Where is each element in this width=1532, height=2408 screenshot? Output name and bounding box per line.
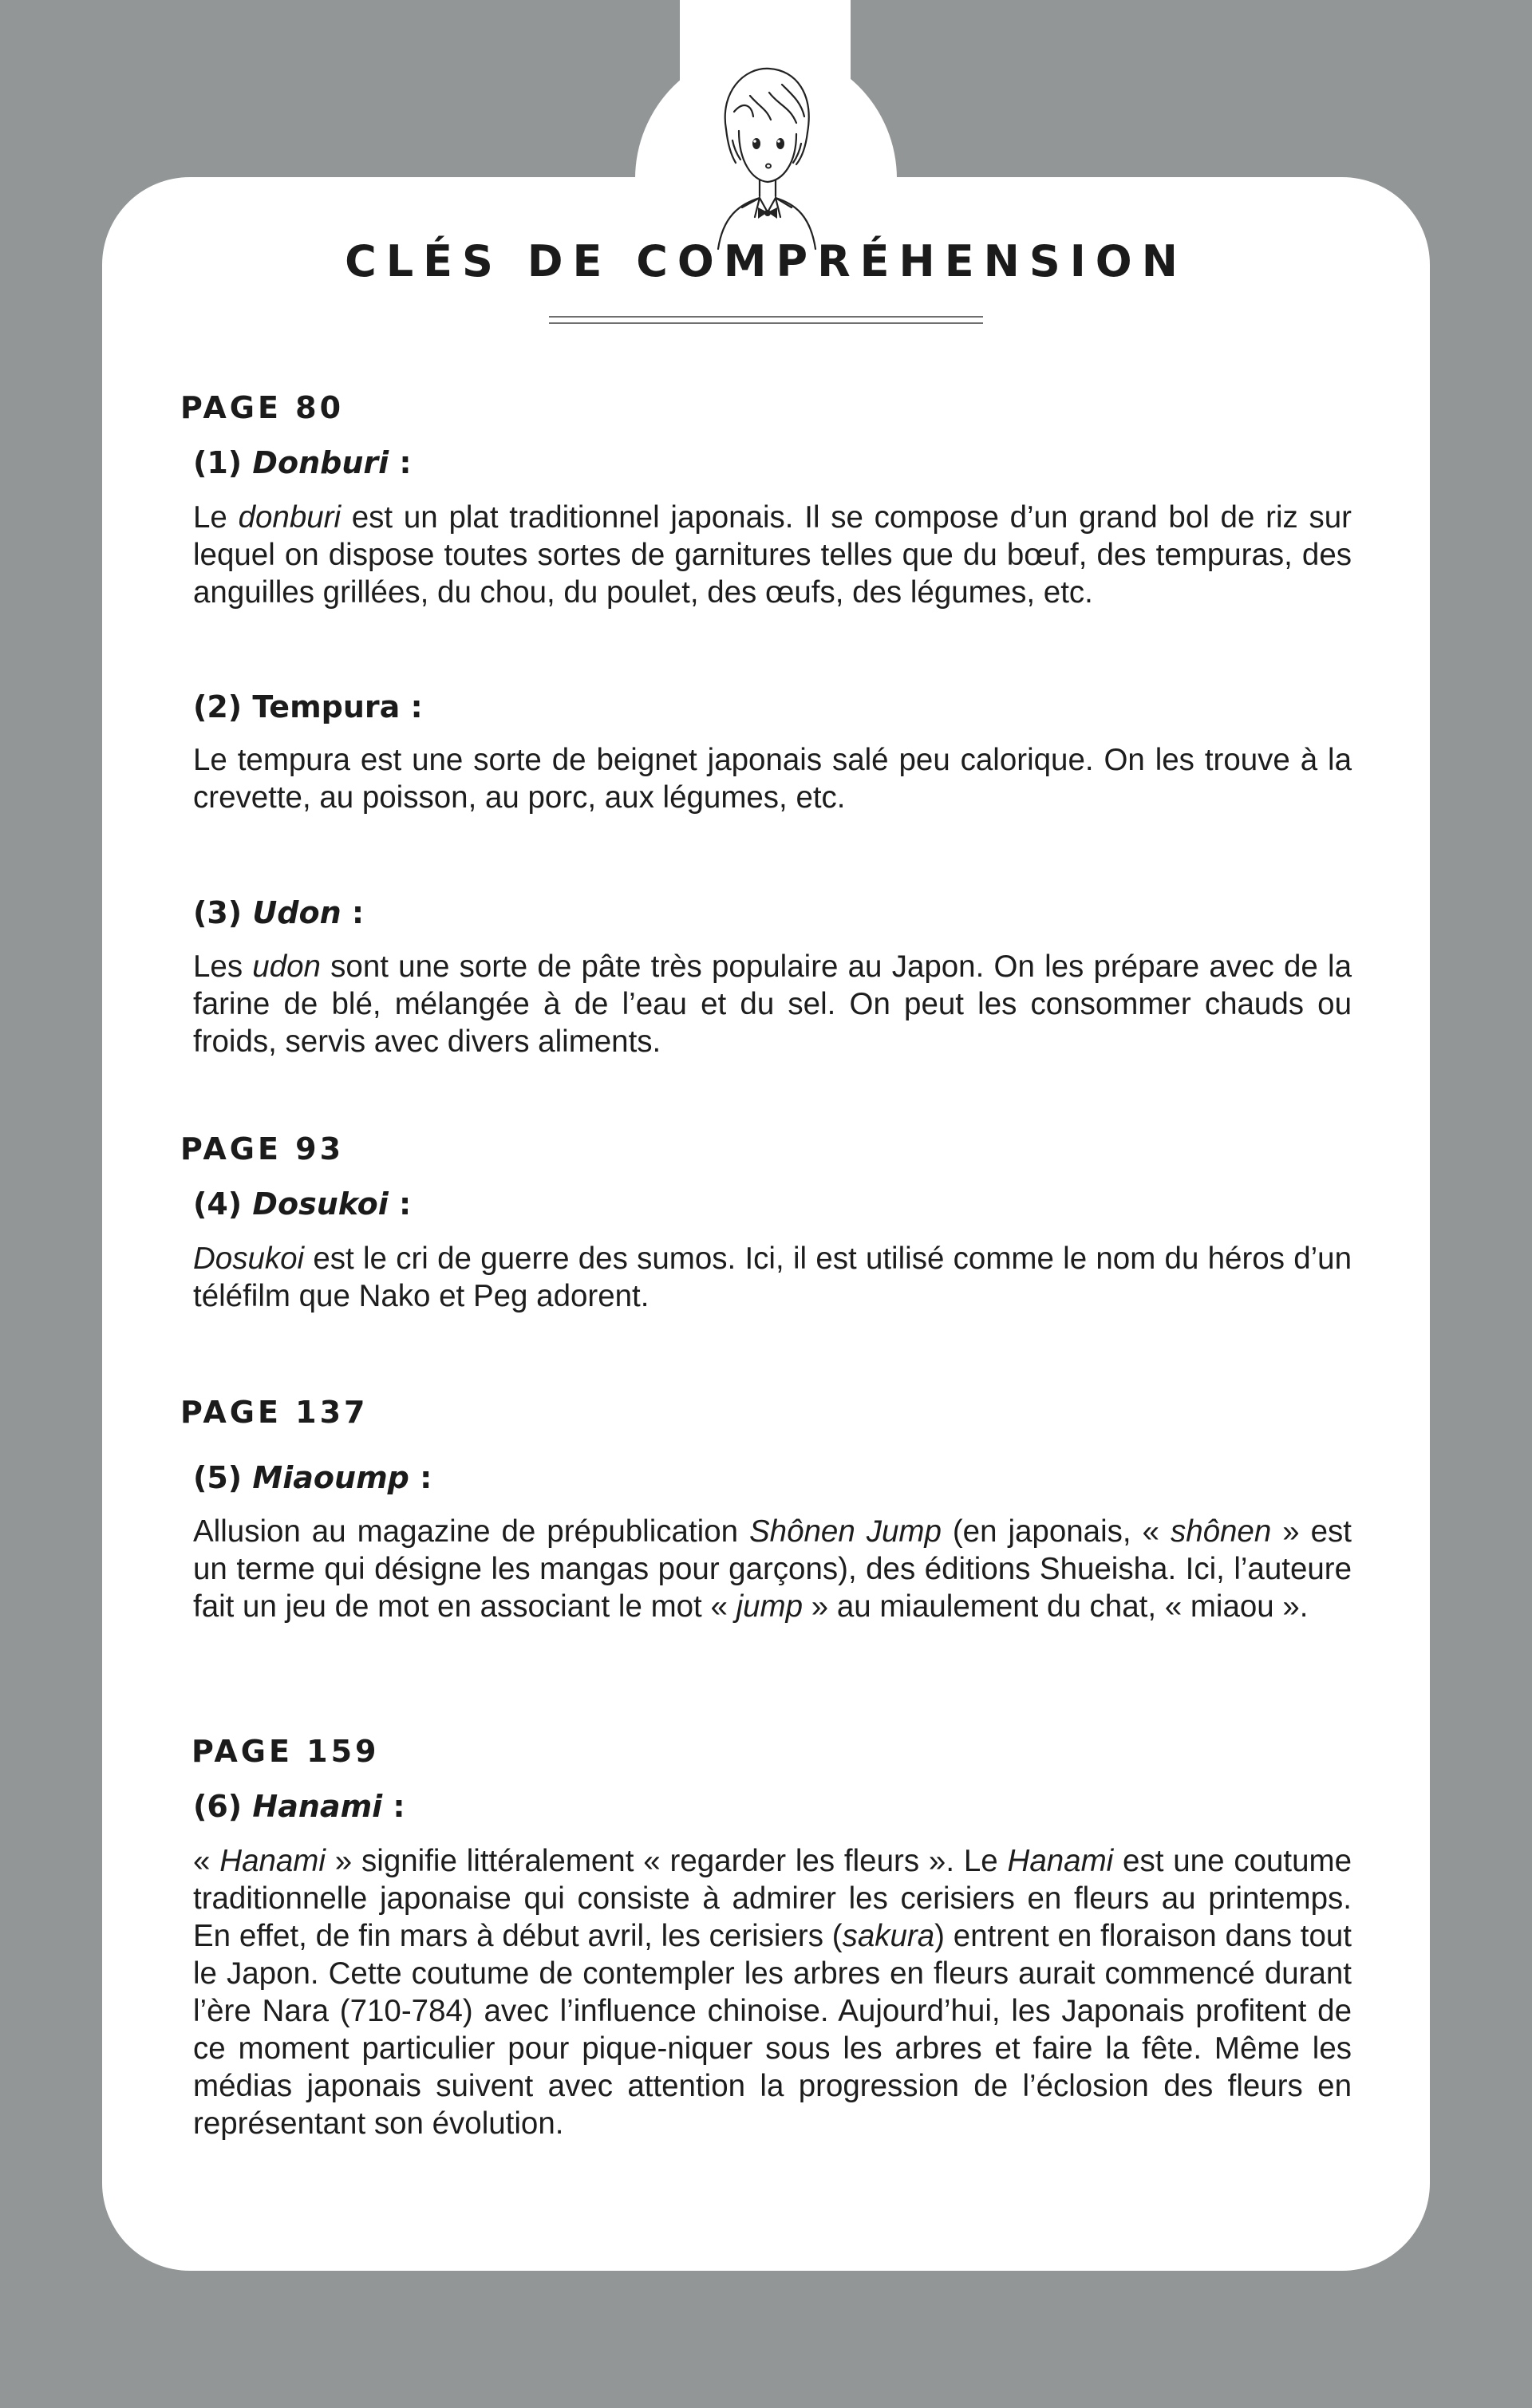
entry-number: (2) (193, 689, 243, 724)
entry-heading-donburi (193, 445, 412, 480)
section-heading-page-159: PAGE 159 (192, 1734, 380, 1769)
entry-heading-tempura (193, 689, 423, 724)
entry-number: (4) (193, 1186, 243, 1222)
section-heading-page-80: PAGE 80 (180, 390, 345, 425)
entry-text-miaoump: Allusion au magazine de prépublication Shônen Jump (en japonais, « shônen » est un terme qui désigne les mangas pour garçons), des éditions Shueisha. Ici, l’auteure fait un jeu de mot en associant le mot « jump » au miaulement du chat, « miaou ». (193, 1514, 1352, 1624)
entry-term: Donburi (252, 445, 389, 480)
entry-number: (3) (193, 895, 243, 930)
entry-text-hanami: « Hanami » signifie littéralement « regarder les fleurs ». Le Hanami est une coutume traditionnelle japonaise qui consiste à admirer les cerisiers en fleurs au printemps. En effet, de fin mars à début avril, les cerisiers (sakura) entrent en floraison dans tout le Japon. Cette coutume de contempler les arbres en fleurs aurait commencé durant l’ère Nara (710-784) avec l’influence chinoise. Aujourd’hui, les Japonais profitent de ce moment particulier pour pique-niquer sous les arbres et faire la fête. Même les médias japonais suivent avec attention la progression de l’éclosion des fleurs en représentant son évolution. (193, 1844, 1352, 2141)
section-heading-page-137: PAGE 137 (180, 1395, 369, 1430)
title-double-rule (549, 316, 983, 324)
entry-number: (5) (193, 1460, 243, 1495)
entry-text-tempura: Le tempura est une sorte de beignet japonais salé peu calorique. On les trouve à la crevette, au poisson, au porc, aux légumes, etc. (193, 743, 1352, 815)
girl-mascot-illustration (702, 61, 830, 252)
entry-number: (6) (193, 1789, 243, 1824)
entry-colon: : (389, 445, 412, 480)
entry-text-udon: Les udon sont une sorte de pâte très populaire au Japon. On les prépare avec de la farine de blé, mélangée à de l’eau et du sel. On peut les consommer chauds ou froids, servis avec divers aliments. (193, 949, 1352, 1059)
entry-heading-miaoump (193, 1460, 432, 1495)
entry-heading-udon (193, 895, 364, 930)
entry-heading-hanami (193, 1789, 405, 1824)
entry-term: Dosukoi (252, 1186, 389, 1222)
entry-term: Tempura (252, 689, 401, 724)
entry-colon: : (409, 1460, 432, 1495)
entry-number: (1) (193, 445, 243, 480)
entry-text-dosukoi: Dosukoi est le cri de guerre des sumos. Ici, il est utilisé comme le nom du héros d’un téléfilm que Nako et Peg adorent. (193, 1242, 1352, 1313)
entry-colon: : (341, 895, 365, 930)
entry-colon: : (388, 1186, 412, 1222)
section-heading-page-93: PAGE 93 (180, 1131, 345, 1166)
entry-text-donburi: Le donburi est un plat traditionnel japonais. Il se compose d’un grand bol de riz sur lequel on dispose toutes sortes de garnitures telles que du bœuf, des tempuras, des anguilles grillées, du chou, du poulet, des œufs, des légumes, etc. (193, 500, 1352, 610)
entry-term: Miaoump (252, 1460, 409, 1495)
entry-term: Hanami (252, 1789, 383, 1824)
entry-colon: : (382, 1789, 405, 1824)
entry-heading-dosukoi (193, 1186, 411, 1222)
entry-term: Udon (252, 895, 342, 930)
page-title: CLÉS DE COMPRÉHENSION (345, 236, 1187, 286)
entry-colon: : (400, 689, 423, 724)
